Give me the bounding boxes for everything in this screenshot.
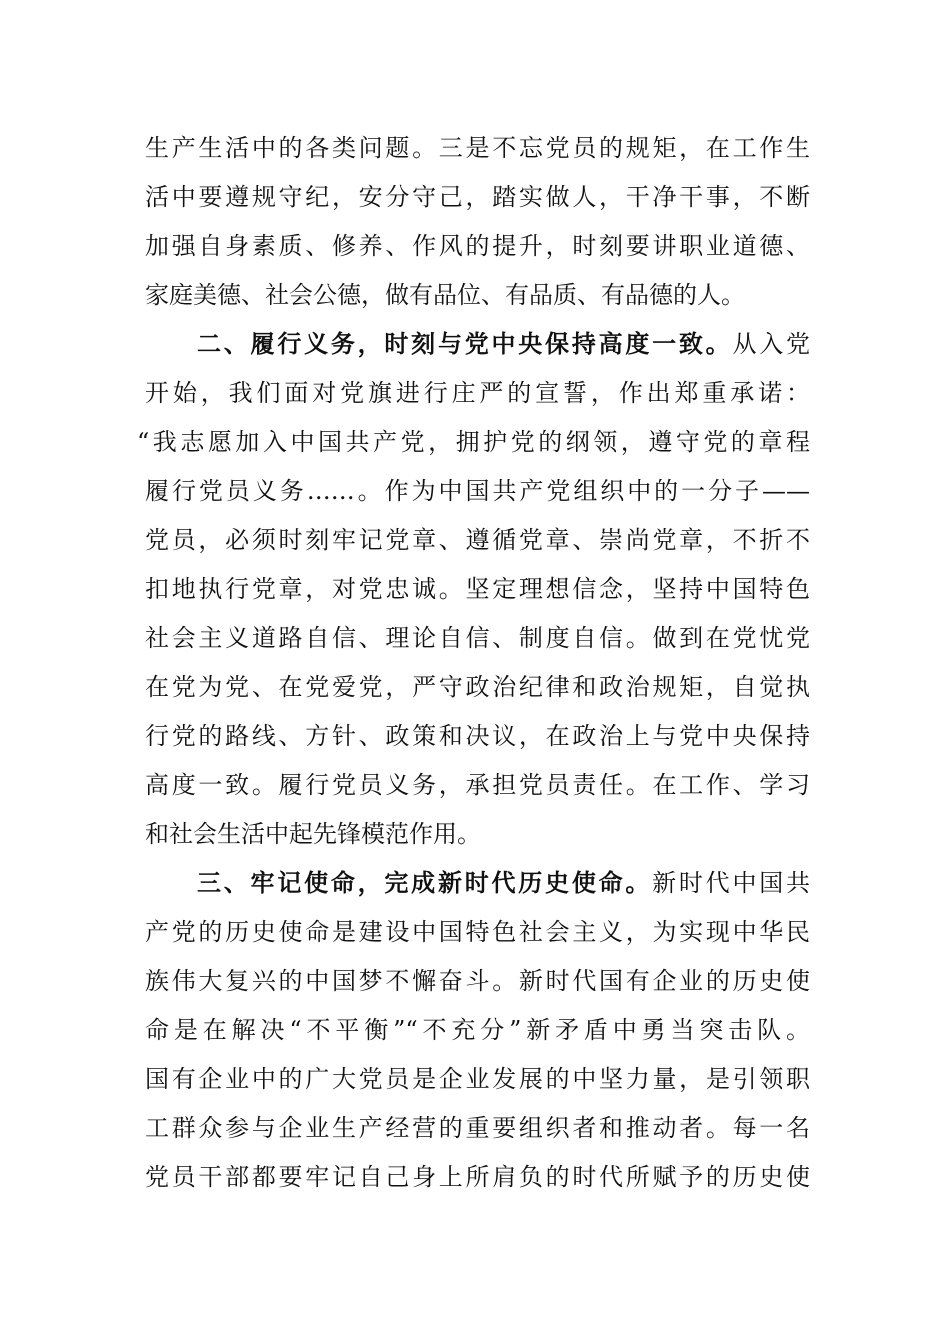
section-heading-2: 二、履行义务，时刻与党中央保持高度一致。 <box>197 330 733 358</box>
paragraph-2-line: 高度一致。履行党员义务，承担党员责任。在工作、学习 <box>145 771 810 799</box>
paragraph-3-line: 国有企业中的广大党员是企业发展的中坚力量，是引领职 <box>145 1065 810 1093</box>
paragraph-1-line: 活中要遵规守纪，安分守己，踏实做人，干净干事，不断 <box>145 183 810 211</box>
paragraph-1-line: 加强自身素质、修养、作风的提升，时刻要讲职业道德、 <box>145 232 810 260</box>
paragraph-2-line: 履行党员义务……。作为中国共产党组织中的一分子—— <box>145 477 810 505</box>
paragraph-2-line: 扣地执行党章，对党忠诚。坚定理想信念，坚持中国特色 <box>145 575 810 603</box>
paragraph-2-first-line <box>145 320 810 369</box>
paragraph-2-line: 社会主义道路自信、理论自信、制度自信。做到在党忧党 <box>145 624 810 652</box>
paragraph-3-line: 产党的历史使命是建设中国特色社会主义，为实现中华民 <box>145 918 810 946</box>
paragraph-3-line: 命是在解决“不平衡”“不充分”新矛盾中勇当突击队。 <box>145 1016 810 1044</box>
paragraph-2-line: 党员，必须时刻牢记党章、遵循党章、崇尚党章，不折不 <box>145 526 810 554</box>
paragraph-2-line: 开始，我们面对党旗进行庄严的宣誓，作出郑重承诺： <box>145 379 810 407</box>
paragraph-3-line: 工群众参与企业生产经营的重要组织者和推动者。每一名 <box>145 1114 810 1142</box>
paragraph-3-line: 党员干部都要牢记自己身上所肩负的时代所赋予的历史使 <box>145 1163 810 1191</box>
paragraph-2-line: 在党为党、在党爱党，严守政治纪律和政治规矩，自觉执 <box>145 673 810 701</box>
paragraph-1-line: 生产生活中的各类问题。三是不忘党员的规矩，在工作生 <box>145 134 810 162</box>
paragraph-3-first-line <box>145 859 810 908</box>
paragraph-2-first-line-text: 从入党 <box>732 330 810 358</box>
section-heading-3: 三、牢记使命，完成新时代历史使命。 <box>197 869 653 897</box>
paragraph-1-line: 家庭美德、社会公德，做有品位、有品质、有品德的人。 <box>145 281 745 309</box>
paragraph-3-line: 族伟大复兴的中国梦不懈奋斗。新时代国有企业的历史使 <box>145 967 810 995</box>
paragraph-2-line: 行党的路线、方针、政策和决议，在政治上与党中央保持 <box>145 722 810 750</box>
paragraph-3-first-line-text: 新时代中国共 <box>652 869 811 897</box>
paragraph-2-line: 和社会生活中起先锋模范作用。 <box>145 820 481 848</box>
document-body <box>137 124 811 1202</box>
paragraph-2-line: “我志愿加入中国共产党，拥护党的纲领，遵守党的章程 <box>137 428 810 456</box>
